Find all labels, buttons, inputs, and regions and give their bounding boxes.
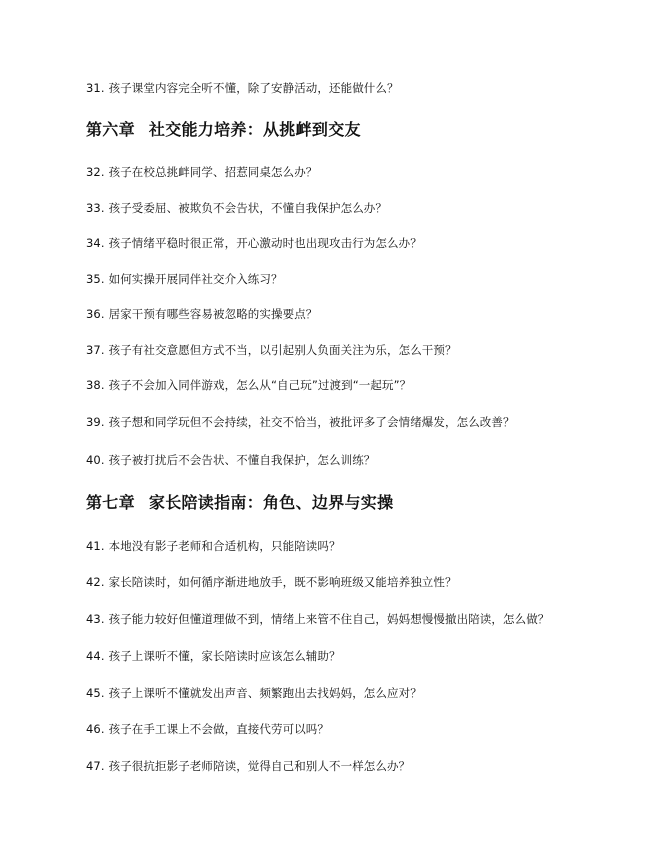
question-text: 孩子上课听不懂，家长陪读时应该怎么辅助？	[108, 649, 341, 663]
question-item-32	[86, 164, 317, 180]
chapter-title: 家长陪读指南：角色、边界与实操	[148, 493, 394, 512]
question-text: 孩子在手工课上不会做，直接代劳可以吗？	[108, 722, 329, 736]
question-text: 如何实操开展同伴社交介入练习？	[108, 272, 283, 286]
question-text: 孩子能力较好但懂道理做不到，情绪上来管不住自己，妈妈想慢慢撤出陪读，怎么做？	[108, 612, 550, 626]
question-number: 35.	[86, 272, 105, 286]
question-number: 42.	[86, 575, 105, 589]
question-item-36	[86, 306, 317, 322]
question-number: 37.	[86, 343, 105, 357]
question-number: 36.	[86, 307, 105, 321]
chapter-title: 社交能力培养：从挑衅到交友	[148, 120, 361, 139]
question-text: 孩子情绪平稳时很正常，开心激动时也出现攻击行为怎么办？	[108, 236, 422, 250]
chapter-label: 第七章	[86, 493, 135, 512]
question-text: 孩子有社交意愿但方式不当，以引起别人负面关注为乐，怎么干预？	[108, 343, 457, 357]
chapter-label: 第六章	[86, 120, 135, 139]
question-text: 家长陪读时，如何循序渐进地放手，既不影响班级又能培养独立性？	[108, 575, 457, 589]
question-number: 45.	[86, 686, 105, 700]
question-text: 孩子受委屈、被欺负不会告状，不懂自我保护怎么办？	[108, 201, 387, 215]
question-number: 43.	[86, 612, 105, 626]
question-number: 40.	[86, 453, 105, 467]
question-number: 44.	[86, 649, 105, 663]
question-item-33	[86, 200, 387, 216]
question-number: 33.	[86, 201, 105, 215]
question-number: 46.	[86, 722, 105, 736]
chapter-6-heading	[86, 119, 361, 141]
chapter-7-heading	[86, 492, 393, 514]
question-item-40	[86, 452, 375, 468]
question-item-37	[86, 342, 457, 358]
question-number: 47.	[86, 759, 105, 773]
question-item-38	[86, 377, 411, 393]
question-item-42	[86, 574, 457, 590]
question-text: 孩子课堂内容完全听不懂，除了安静活动，还能做什么？	[108, 81, 399, 95]
question-number: 41.	[86, 539, 105, 553]
question-number: 39.	[86, 415, 105, 429]
question-text: 孩子不会加入同伴游戏，怎么从“自己玩”过渡到“一起玩”？	[108, 378, 412, 392]
question-item-47	[86, 758, 410, 774]
question-item-34	[86, 235, 422, 251]
question-item-41	[86, 538, 341, 554]
question-number: 32.	[86, 165, 105, 179]
question-number: 34.	[86, 236, 105, 250]
question-item-39	[86, 414, 515, 430]
question-item-43	[86, 611, 549, 627]
question-item-31	[86, 80, 399, 96]
question-text: 孩子很抗拒影子老师陪读，觉得自己和别人不一样怎么办？	[108, 759, 411, 773]
question-text: 居家干预有哪些容易被忽略的实操要点？	[108, 307, 318, 321]
question-item-44	[86, 648, 341, 664]
question-number: 38.	[86, 378, 105, 392]
question-text: 孩子上课听不懂就发出声音、频繁跑出去找妈妈，怎么应对？	[108, 686, 422, 700]
question-text: 孩子在校总挑衅同学、招惹同桌怎么办？	[108, 165, 318, 179]
question-item-46	[86, 721, 329, 737]
question-text: 孩子被打扰后不会告状、不懂自我保护，怎么训练？	[108, 453, 376, 467]
question-text: 孩子想和同学玩但不会持续，社交不恰当，被批评多了会情绪爆发，怎么改善？	[108, 415, 515, 429]
question-number: 31.	[86, 81, 105, 95]
question-item-45	[86, 685, 422, 701]
question-item-35	[86, 271, 283, 287]
question-text: 本地没有影子老师和合适机构，只能陪读吗？	[108, 539, 341, 553]
